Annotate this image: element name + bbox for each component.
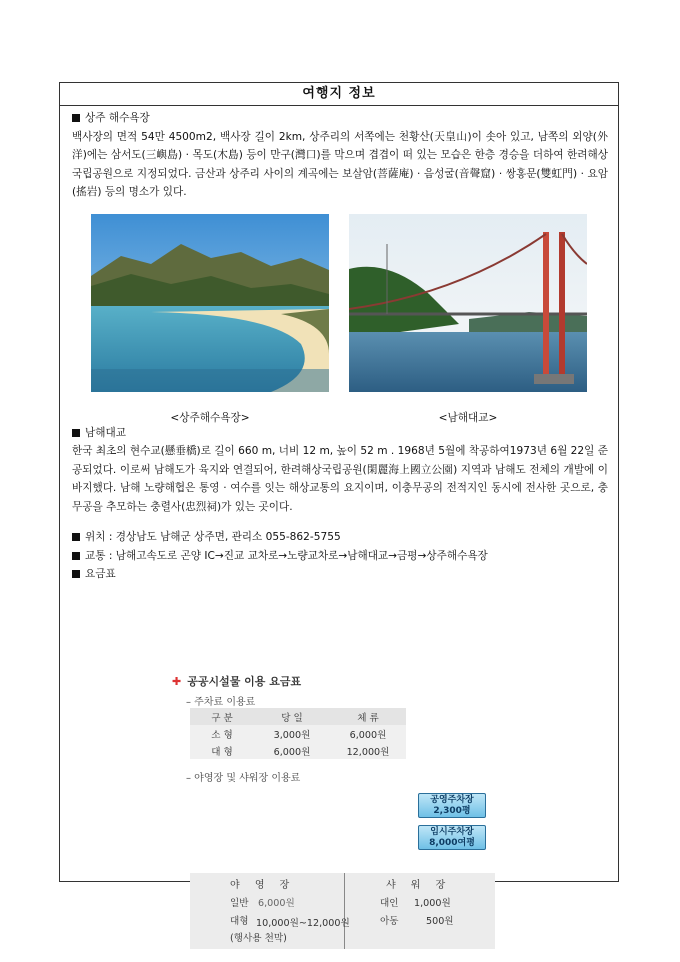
parking-subtitle: – 주차료 이용료 <box>186 697 256 708</box>
table-row <box>190 725 406 742</box>
shower-row-label: 대인 <box>380 898 399 909</box>
photo-row <box>72 214 608 424</box>
badge-value: 8,000여평 <box>429 838 475 848</box>
plus-icon: ✚ <box>172 674 182 688</box>
location-text: 위치 : 경상남도 남해군 상주면, 관리소 055-862-5755 <box>85 531 341 543</box>
location-line <box>72 528 608 547</box>
bullet-square-icon <box>72 114 80 122</box>
bridge-photo-caption: <남해대교> <box>438 411 498 424</box>
table-cell: 6,000원 <box>330 725 406 742</box>
camp-note: (행사용 천막) <box>230 933 287 944</box>
bullet-square-icon <box>72 552 80 560</box>
fee-table-image <box>172 673 512 944</box>
fee-title-text: 공공시설물 이용 요금표 <box>187 675 302 688</box>
bullet-square-icon <box>72 570 80 578</box>
table-header-cell: 구 분 <box>190 708 254 725</box>
public-parking-badge <box>418 793 486 818</box>
camp-row-label: 일반 <box>230 898 249 909</box>
temp-parking-badge <box>418 825 486 850</box>
namhae-bridge-photo <box>349 214 587 392</box>
bridge-description: 한국 최초의 현수교(懸垂橋)로 길이 660 m, 너비 12 m, 높이 52 m . 1968년 5월에 착공하여1973년 6월 22일 준공되었다. 이로써 남해도가 육지와 연결되어, 한려해상국립공원(閑麗海上國立公園) 지역과 남해도 전체의 개발에 이바지했다. 남해 노량해협은 통영 · 여수를 잇는 해상교통의 요지이며, 이충무공의 전적지인 동시에 전사한 곳으로, 충무공을 추모하는 충렬사(忠烈祠)가 있는 곳이다. <box>72 445 608 513</box>
bullet-square-icon <box>72 429 80 437</box>
table-divider <box>344 873 345 949</box>
camp-header: 야 영 장 <box>230 880 296 891</box>
table-cell: 6,000원 <box>254 742 330 759</box>
parking-table <box>190 708 406 759</box>
page-title: 여행지 정보 <box>60 83 618 106</box>
table-header-cell: 당 일 <box>254 708 330 725</box>
section-heading-sangju <box>72 109 608 128</box>
camp-row-value: 10,000원~12,000원 <box>256 918 350 929</box>
table-row <box>190 742 406 759</box>
table-header-row <box>190 708 406 725</box>
transport-text: 교통 : 남해고속도로 곤양 IC→진교 교차로→노량교차로→남해대교→금평→상주해수욕장 <box>85 549 488 562</box>
sangju-beach-photo <box>91 214 329 392</box>
fee-title <box>172 673 512 689</box>
badge-label: 임시주차장 <box>430 827 474 837</box>
table-cell: 3,000원 <box>254 725 330 742</box>
shower-row-value: 1,000원 <box>414 898 451 909</box>
table-header-cell: 체 류 <box>330 708 406 725</box>
camp-shower-table <box>190 873 495 949</box>
badge-label: 공영주차장 <box>430 795 474 805</box>
table-cell: 대 형 <box>190 742 254 759</box>
info-frame <box>59 82 619 944</box>
shower-row-value: 500원 <box>426 916 454 927</box>
fee-label-text: 요금표 <box>85 568 116 580</box>
badge-value: 2,300평 <box>433 806 471 816</box>
shower-row-label: 아동 <box>380 916 399 927</box>
fee-label-line <box>72 565 608 584</box>
camp-row-label: 대형 <box>230 916 249 927</box>
sangju-photo-caption: <상주해수욕장> <box>170 411 250 424</box>
table-cell: 소 형 <box>190 725 254 742</box>
camp-subtitle: – 야영장 및 샤워장 이용료 <box>186 773 301 784</box>
bullet-square-icon <box>72 533 80 541</box>
section-heading-text: 남해대교 <box>85 426 126 439</box>
sangju-description: 백사장의 면적 54만 4500m2, 백사장 길이 2km, 상주리의 서쪽에는 천황산(天皇山)이 솟아 있고, 남쪽의 외양(外洋)에는 삼서도(三嶼島) · 목도(木島) 등이 만구(灣口)를 막으며 겹겹이 떠 있는 모습은 한층 경승을 더하여 한려해상국립공원으로 지정되었다. 금산과 상주리 사이의 계곡에는 보살암(菩薩庵) · 음성굴(音聲窟) · 쌍홍문(雙虹門) · 요암(搖岩) 등의 명소가 있다. <box>72 130 608 198</box>
section-heading-text: 상주 해수욕장 <box>85 112 150 124</box>
transport-line <box>72 547 608 566</box>
camp-row-value: 6,000원 <box>258 898 295 909</box>
table-cell: 12,000원 <box>330 742 406 759</box>
shower-header: 샤 워 장 <box>386 880 452 891</box>
content-area <box>60 106 618 584</box>
